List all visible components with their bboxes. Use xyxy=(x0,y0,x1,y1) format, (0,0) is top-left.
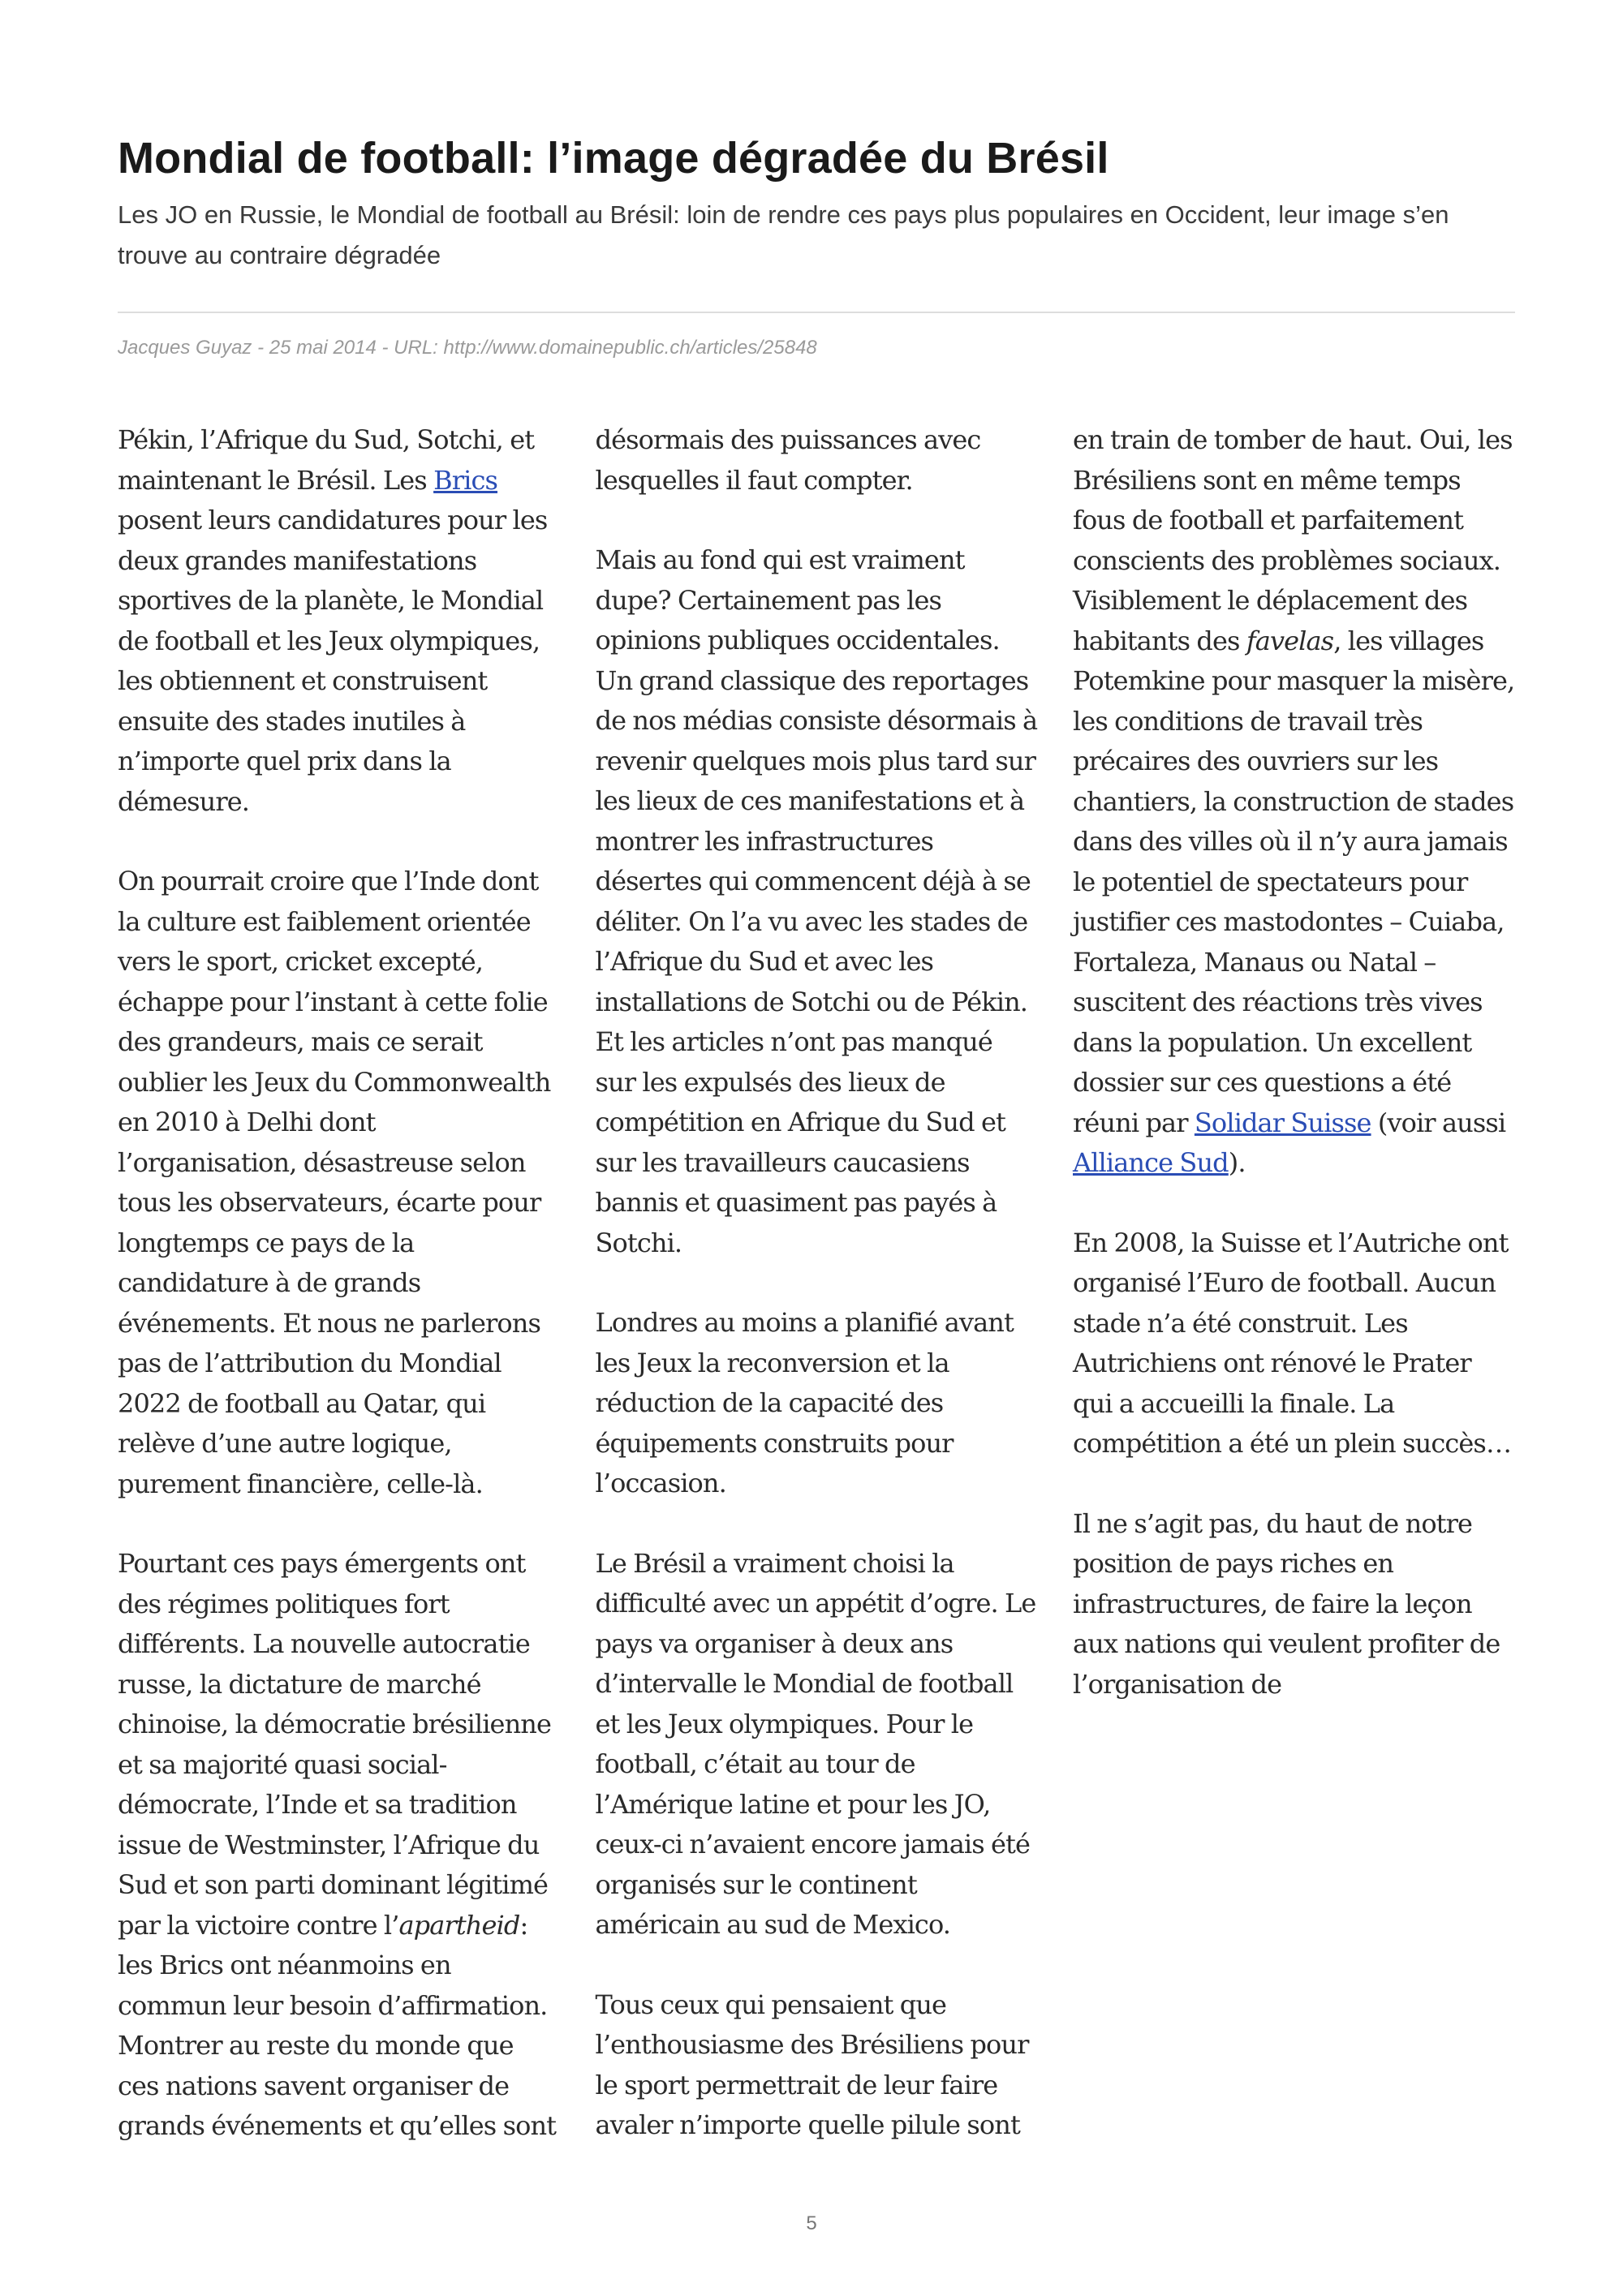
paragraph-1: Pékin, l’Afrique du Sud, Sotchi, et maintenant le Brésil. Les Brics posent leurs candidatures pour les deux grandes manifestations sportives de la planète, le Mondial de football et les Jeux olympiques, les obtiennent et construisent ensuite des stades inutiles à n’importe quel prix dans la démesure. xyxy=(118,424,548,817)
alliance-sud-link[interactable]: Alliance Sud xyxy=(1073,1147,1229,1178)
paragraph-3: désormais des puissances avec lesquelles il faut compter. xyxy=(595,424,981,496)
article-meta: Jacques Guyaz - 25 mai 2014 - URL: http://www.domainepublic.ch/articles/25848 xyxy=(118,337,817,359)
paragraph-8: En 2008, la Suisse et l’Autriche ont organisé l’Euro de football. Aucun stade n’a été construit. Les Autrichiens ont rénové le Prater qui a accueilli la finale. La compétition a été un plein succès… xyxy=(1073,1227,1512,1459)
paragraph-7: Tous ceux qui pensaient que l’enthousiasme des Brésiliens pour le sport permettrait de leur faire avaler n’importe quelle pilule sont xyxy=(595,1989,1029,2140)
article-subtitle: Les JO en Russie, le Mondial de football au Brésil: loin de rendre ces pays plus populaires en Occident, leur image s’en trouve au contraire dégradée xyxy=(118,200,1449,269)
column-1 xyxy=(118,420,560,2173)
column-3 xyxy=(1073,420,1515,2173)
paragraph-7: en train de tomber de haut. Oui, les Brésiliens sont en même temps fous de football et parfaitement conscients des problèmes sociaux. Visiblement le déplacement des habitants des favelas, les villages Potemkine pour masquer la misère, les conditions de travail très précaires des ouvriers sur les chantiers, la construction de stades dans des villes où il n’y aura jamais le potentiel de spectateurs pour justifier ces mastodontes – Cuiaba, Fortaleza, Manaus ou Natal – suscitent des réactions très vives dans la population. Un excellent dossier sur ces questions a été réuni par Solidar Suisse (voir aussi Alliance Sud). xyxy=(1073,424,1515,1178)
paragraph-2: On pourrait croire que l’Inde dont la culture est faiblement orientée vers le sport, cricket excepté, échappe pour l’instant à cette folie des grandeurs, mais ce serait oublier les Jeux du Commonwealth en 2010 à Delhi dont l’organisation, désastreuse selon tous les observateurs, écarte pour longtemps ce pays de la candidature à de grands événements. Et nous ne parlerons pas de l’attribution du Mondial 2022 de football au Qatar, qui relève d’une autre logique, purement financière, celle-là. xyxy=(118,866,551,1499)
page-number: 5 xyxy=(806,2212,817,2234)
paragraph-4: Mais au fond qui est vraiment dupe? Certainement pas les opinions publiques occidentales. Un grand classique des reportages de nos médias consiste désormais à revenir quelques mois plus tard sur les lieux de ces manifestations et à montrer les infrastructures désertes qui commencent déjà à se déliter. On l’a vu avec les stades de l’Afrique du Sud et avec les installations de Sotchi ou de Pékin. Et les articles n’ont pas manqué sur les expulsés des lieux de compétition en Afrique du Sud et sur les travailleurs caucasiens bannis et quasiment pas payés à Sotchi. xyxy=(595,544,1038,1258)
paragraph-6: Le Brésil a vraiment choisi la difficulté avec un appétit d’ogre. Le pays va organiser à deux ans d’intervalle le Mondial de football et les Jeux olympiques. Pour le football, c’était au tour de l’Amérique latine et pour les JO, ceux-ci n’avaient encore jamais été organisés sur le continent américain au sud de Mexico. xyxy=(595,1547,1036,1940)
apartheid-italic: apartheid xyxy=(398,1909,520,1941)
column-2 xyxy=(596,420,1038,2173)
solidar-suisse-link[interactable]: Solidar Suisse xyxy=(1194,1107,1371,1138)
brics-link[interactable]: Brics xyxy=(433,464,498,496)
paragraph-3: Pourtant ces pays émergents ont des régimes politiques fort différents. La nouvelle autocratie russe, la dictature de marché chinoise, la démocratie brésilienne et sa majorité quasi social-démocrate, l’Inde et sa tradition issue de Westminster, l’Afrique du Sud et son parti dominant légitimé par la victoire contre l’apartheid: les Brics ont néanmoins en commun leur besoin d’affirmation. Montrer au reste du monde que ces nations savent organiser de grands événements et qu’elles sont xyxy=(118,1548,557,2141)
header-divider xyxy=(118,312,1515,313)
favelas-italic: favelas xyxy=(1246,625,1334,656)
article-title: Mondial de football: l’image dégradée du Brésil xyxy=(118,134,1109,183)
paragraph-5: Londres au moins a planifié avant les Jeux la reconversion et la réduction de la capacité des équipements construits pour l’occasion. xyxy=(595,1307,1014,1498)
paragraph-9: Il ne s’agit pas, du haut de notre position de pays riches en infrastructures, de faire la leçon aux nations qui veulent profiter de l’organisation de xyxy=(1073,1507,1500,1700)
article-body xyxy=(118,420,1515,2173)
